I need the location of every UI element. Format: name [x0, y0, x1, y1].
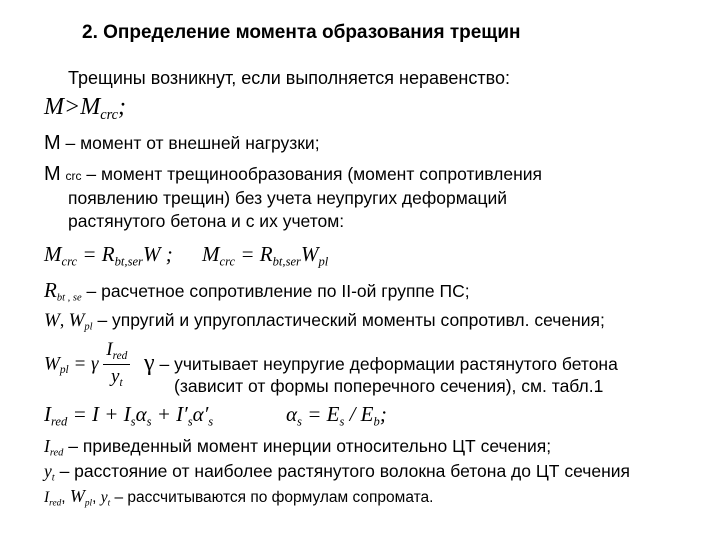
- fi-lhs-sub: red: [51, 414, 68, 429]
- def-yt-symbol: y: [44, 461, 52, 481]
- fw-eq: =: [68, 353, 92, 375]
- formula-wpl: [44, 340, 130, 390]
- definition-yt: [44, 461, 630, 484]
- definition-w: [44, 310, 605, 333]
- page-title: 2. Определение момента образования трещин: [82, 22, 521, 43]
- f2-m-sub: crc: [219, 254, 236, 269]
- def-last-sep2: ,: [92, 489, 101, 506]
- def-rbt-text: – расчетное сопротивление по II-ой группе ПС;: [81, 281, 470, 301]
- def-m-symbol: M: [44, 132, 61, 154]
- fi-s-sub: s: [130, 414, 136, 429]
- f1-r-sub: bt,ser: [114, 254, 143, 269]
- definition-mcrc: [44, 163, 542, 186]
- def-gamma-symbol: γ: [144, 350, 155, 376]
- f1-m: M: [44, 242, 62, 266]
- def-rbt-sub: bt , se: [56, 292, 82, 304]
- def-mcrc-line3: растянутого бетона и с их учетом:: [68, 211, 345, 231]
- f2-r: R: [259, 242, 273, 266]
- f1-r: R: [101, 242, 115, 266]
- definition-m: [44, 132, 320, 155]
- def-mcrc-line2: появлению трещин) без учета неупругих деформаций: [68, 188, 508, 208]
- def-last-y-sub: t: [107, 498, 111, 509]
- fa-div: / E: [344, 402, 374, 426]
- f2-m: M: [202, 242, 220, 266]
- def-last-sep1: ,: [61, 489, 70, 506]
- def-rbt-symbol: R: [44, 278, 57, 302]
- formula-alpha: [286, 402, 387, 429]
- inequality-formula: [44, 94, 126, 124]
- def-w-sep: ,: [59, 310, 69, 330]
- definition-gamma: [144, 350, 618, 377]
- f2-w: W: [300, 242, 319, 266]
- def-mcrc-sub: crc: [65, 169, 82, 183]
- definition-last: [44, 486, 433, 508]
- fi-lhs: I: [44, 402, 51, 426]
- def-last-i: I: [44, 489, 50, 506]
- def-ired-symbol: I: [44, 436, 50, 456]
- def-yt-text: – расстояние от наиболее растянутого волокна бетона до ЦТ сечения: [54, 461, 631, 481]
- def-ired-text: – приведенный момент инерции относительно ЦТ сечения;: [63, 436, 552, 456]
- def-mcrc-line1: – момент трещинообразования (момент сопротивления: [81, 164, 542, 184]
- def-gamma-line1: – учитывает неупругие деформации растянутого бетона: [154, 354, 618, 374]
- fw-num-sub: red: [112, 349, 128, 362]
- def-m-text: – момент от внешней нагрузки;: [60, 133, 320, 153]
- f2-r-sub: bt,ser: [272, 254, 301, 269]
- fa-eq: = E: [301, 402, 340, 426]
- f1-end: ;: [160, 242, 173, 266]
- fi-alpha: α: [135, 402, 147, 426]
- def-last-w: W: [69, 486, 85, 506]
- intro-text: Трещины возникнут, если выполняется неравенство:: [68, 68, 510, 88]
- def-last-i-sub: red: [49, 498, 62, 509]
- fw-den-sub: t: [119, 377, 123, 390]
- f1-w: W: [142, 242, 161, 266]
- formula-ired: [44, 402, 213, 429]
- fa-end: ;: [379, 402, 387, 426]
- fa-es-sub: s: [339, 414, 345, 429]
- def-gamma-line2: (зависит от формы поперечного сечения), см. табл.1: [174, 376, 604, 396]
- def-last-y: y: [100, 489, 108, 506]
- formula-mcrc-elastic: [44, 242, 173, 269]
- f1-m-sub: crc: [61, 254, 78, 269]
- fa-alpha-sub: s: [297, 414, 302, 429]
- fa-eb-sub: b: [373, 414, 380, 429]
- ineq-rhs-sub: crc: [100, 107, 119, 124]
- fw-lhs-sub: pl: [59, 364, 69, 377]
- fw-fraction: [103, 340, 130, 390]
- f2-w-sub: pl: [318, 254, 329, 269]
- fw-num: I: [106, 339, 113, 360]
- fw-den: y: [111, 366, 120, 388]
- def-w-symbol1: W: [44, 310, 60, 331]
- fi-alpha-sub: s: [146, 414, 152, 429]
- definition-ired: [44, 436, 551, 459]
- formula-mcrc-plastic: [202, 242, 328, 269]
- f1-eq: =: [77, 242, 102, 266]
- f2-eq: =: [235, 242, 260, 266]
- fa-alpha: α: [286, 402, 298, 426]
- def-ired-sub: red: [49, 447, 64, 459]
- fi-alpha2: α′: [192, 402, 209, 426]
- def-w-text: – упругий и упругопластический моменты сопротивл. сечения;: [92, 310, 605, 330]
- ineq-semicolon: ;: [118, 94, 127, 120]
- def-last-text: – рассчитываются по формулам сопромата.: [110, 489, 434, 506]
- fi-s2-sub: s: [187, 414, 193, 429]
- fi-plus: + I′: [151, 402, 188, 426]
- fi-alpha2-sub: s: [208, 414, 214, 429]
- ineq-rhs: M: [80, 94, 101, 120]
- ineq-op: >: [64, 94, 81, 120]
- def-last-w-sub: pl: [84, 498, 93, 509]
- def-yt-sub: t: [51, 472, 55, 484]
- def-w-symbol2: W: [68, 310, 85, 331]
- fw-lhs: W: [44, 353, 60, 375]
- def-mcrc-symbol: M: [44, 163, 61, 185]
- fi-rhs: = I + I: [67, 402, 131, 426]
- fw-gamma: γ: [91, 353, 99, 375]
- definition-rbt: [44, 278, 470, 304]
- def-w-sub2: pl: [84, 321, 93, 333]
- ineq-lhs: M: [44, 94, 64, 120]
